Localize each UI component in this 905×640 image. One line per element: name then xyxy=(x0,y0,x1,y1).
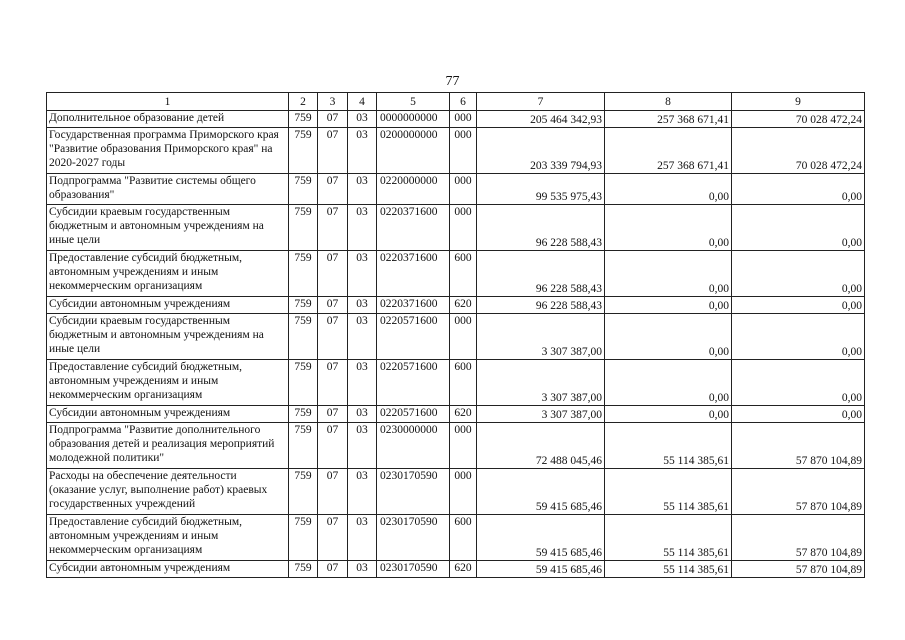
section-code: 07 xyxy=(318,423,348,469)
amount-column-7: 59 415 685,46 xyxy=(477,561,605,578)
row-name: Субсидии краевым государственным бюджетным и автономным учреждениям на иные цели xyxy=(47,314,289,360)
amount-column-7: 3 307 387,00 xyxy=(477,314,605,360)
section-code: 07 xyxy=(318,111,348,128)
subsection-code: 03 xyxy=(348,515,377,561)
target-article-code: 0220371600 xyxy=(377,297,450,314)
section-code: 07 xyxy=(318,406,348,423)
amount-column-8: 55 114 385,61 xyxy=(605,561,732,578)
target-article-code: 0220571600 xyxy=(377,360,450,406)
row-name: Субсидии краевым государственным бюджетным и автономным учреждениям на иные цели xyxy=(47,205,289,251)
target-article-code: 0220371600 xyxy=(377,251,450,297)
subsection-code: 03 xyxy=(348,406,377,423)
table-row xyxy=(47,423,865,469)
ministry-code: 759 xyxy=(289,297,318,314)
amount-column-7: 99 535 975,43 xyxy=(477,174,605,205)
table-row xyxy=(47,360,865,406)
section-code: 07 xyxy=(318,314,348,360)
table-row xyxy=(47,111,865,128)
section-code: 07 xyxy=(318,251,348,297)
subsection-code: 03 xyxy=(348,251,377,297)
table-row xyxy=(47,469,865,515)
section-code: 07 xyxy=(318,469,348,515)
target-article-code: 0220000000 xyxy=(377,174,450,205)
table-row xyxy=(47,515,865,561)
ministry-code: 759 xyxy=(289,174,318,205)
expense-type-code: 620 xyxy=(450,297,477,314)
amount-column-7: 96 228 588,43 xyxy=(477,297,605,314)
expense-type-code: 600 xyxy=(450,515,477,561)
amount-column-7: 3 307 387,00 xyxy=(477,406,605,423)
target-article-code: 0220571600 xyxy=(377,406,450,423)
ministry-code: 759 xyxy=(289,406,318,423)
amount-column-7: 59 415 685,46 xyxy=(477,469,605,515)
column-header: 5 xyxy=(377,93,450,111)
subsection-code: 03 xyxy=(348,561,377,578)
table-row xyxy=(47,406,865,423)
amount-column-8: 0,00 xyxy=(605,174,732,205)
target-article-code: 0200000000 xyxy=(377,128,450,174)
column-header: 3 xyxy=(318,93,348,111)
amount-column-7: 3 307 387,00 xyxy=(477,360,605,406)
target-article-code: 0230170590 xyxy=(377,561,450,578)
expense-type-code: 000 xyxy=(450,174,477,205)
table-row xyxy=(47,297,865,314)
subsection-code: 03 xyxy=(348,360,377,406)
target-article-code: 0220571600 xyxy=(377,314,450,360)
amount-column-7: 205 464 342,93 xyxy=(477,111,605,128)
amount-column-8: 0,00 xyxy=(605,406,732,423)
row-name: Подпрограмма "Развитие системы общего образования" xyxy=(47,174,289,205)
amount-column-9: 0,00 xyxy=(732,314,865,360)
section-code: 07 xyxy=(318,360,348,406)
amount-column-9: 70 028 472,24 xyxy=(732,111,865,128)
table-row xyxy=(47,561,865,578)
subsection-code: 03 xyxy=(348,174,377,205)
target-article-code: 0230000000 xyxy=(377,423,450,469)
section-code: 07 xyxy=(318,128,348,174)
subsection-code: 03 xyxy=(348,205,377,251)
amount-column-8: 55 114 385,61 xyxy=(605,515,732,561)
section-code: 07 xyxy=(318,174,348,205)
amount-column-9: 0,00 xyxy=(732,297,865,314)
expense-type-code: 620 xyxy=(450,561,477,578)
expense-type-code: 000 xyxy=(450,128,477,174)
amount-column-8: 55 114 385,61 xyxy=(605,469,732,515)
amount-column-9: 0,00 xyxy=(732,406,865,423)
amount-column-7: 96 228 588,43 xyxy=(477,205,605,251)
target-article-code: 0230170590 xyxy=(377,469,450,515)
row-name: Субсидии автономным учреждениям xyxy=(47,561,289,578)
row-name: Предоставление субсидий бюджетным, автономным учреждениям и иным некоммерческим организациям xyxy=(47,360,289,406)
subsection-code: 03 xyxy=(348,297,377,314)
expense-type-code: 620 xyxy=(450,406,477,423)
ministry-code: 759 xyxy=(289,251,318,297)
ministry-code: 759 xyxy=(289,515,318,561)
expense-type-code: 000 xyxy=(450,314,477,360)
table-row xyxy=(47,128,865,174)
ministry-code: 759 xyxy=(289,314,318,360)
amount-column-9: 57 870 104,89 xyxy=(732,423,865,469)
amount-column-9: 0,00 xyxy=(732,174,865,205)
amount-column-8: 0,00 xyxy=(605,251,732,297)
amount-column-7: 203 339 794,93 xyxy=(477,128,605,174)
amount-column-9: 57 870 104,89 xyxy=(732,561,865,578)
amount-column-9: 57 870 104,89 xyxy=(732,515,865,561)
row-name: Субсидии автономным учреждениям xyxy=(47,297,289,314)
amount-column-9: 0,00 xyxy=(732,205,865,251)
amount-column-9: 57 870 104,89 xyxy=(732,469,865,515)
target-article-code: 0230170590 xyxy=(377,515,450,561)
ministry-code: 759 xyxy=(289,205,318,251)
column-header: 7 xyxy=(477,93,605,111)
section-code: 07 xyxy=(318,515,348,561)
ministry-code: 759 xyxy=(289,360,318,406)
expense-type-code: 000 xyxy=(450,423,477,469)
ministry-code: 759 xyxy=(289,561,318,578)
amount-column-8: 0,00 xyxy=(605,297,732,314)
budget-table xyxy=(46,92,865,578)
amount-column-8: 55 114 385,61 xyxy=(605,423,732,469)
amount-column-9: 70 028 472,24 xyxy=(732,128,865,174)
expense-type-code: 000 xyxy=(450,111,477,128)
table-row xyxy=(47,174,865,205)
section-code: 07 xyxy=(318,297,348,314)
section-code: 07 xyxy=(318,205,348,251)
column-header: 4 xyxy=(348,93,377,111)
expense-type-code: 000 xyxy=(450,469,477,515)
amount-column-8: 257 368 671,41 xyxy=(605,128,732,174)
amount-column-8: 0,00 xyxy=(605,205,732,251)
amount-column-7: 72 488 045,46 xyxy=(477,423,605,469)
ministry-code: 759 xyxy=(289,469,318,515)
amount-column-7: 59 415 685,46 xyxy=(477,515,605,561)
table-header-row xyxy=(47,93,865,111)
column-header: 6 xyxy=(450,93,477,111)
row-name: Государственная программа Приморского края "Развитие образования Приморского края" на 2020-2027 годы xyxy=(47,128,289,174)
column-header: 8 xyxy=(605,93,732,111)
row-name: Дополнительное образование детей xyxy=(47,111,289,128)
column-header: 2 xyxy=(289,93,318,111)
subsection-code: 03 xyxy=(348,423,377,469)
ministry-code: 759 xyxy=(289,128,318,174)
expense-type-code: 000 xyxy=(450,205,477,251)
expense-type-code: 600 xyxy=(450,251,477,297)
row-name: Расходы на обеспечение деятельности (оказание услуг, выполнение работ) краевых государственных учреждений xyxy=(47,469,289,515)
row-name: Субсидии автономным учреждениям xyxy=(47,406,289,423)
column-header: 1 xyxy=(47,93,289,111)
subsection-code: 03 xyxy=(348,469,377,515)
table-row xyxy=(47,251,865,297)
amount-column-8: 0,00 xyxy=(605,314,732,360)
amount-column-7: 96 228 588,43 xyxy=(477,251,605,297)
section-code: 07 xyxy=(318,561,348,578)
row-name: Предоставление субсидий бюджетным, автономным учреждениям и иным некоммерческим организациям xyxy=(47,251,289,297)
amount-column-9: 0,00 xyxy=(732,251,865,297)
table-row xyxy=(47,314,865,360)
page-number: 77 xyxy=(445,74,460,89)
subsection-code: 03 xyxy=(348,128,377,174)
subsection-code: 03 xyxy=(348,111,377,128)
ministry-code: 759 xyxy=(289,423,318,469)
target-article-code: 0220371600 xyxy=(377,205,450,251)
column-header: 9 xyxy=(732,93,865,111)
row-name: Предоставление субсидий бюджетным, автономным учреждениям и иным некоммерческим организациям xyxy=(47,515,289,561)
target-article-code: 0000000000 xyxy=(377,111,450,128)
amount-column-8: 257 368 671,41 xyxy=(605,111,732,128)
table-row xyxy=(47,205,865,251)
subsection-code: 03 xyxy=(348,314,377,360)
row-name: Подпрограмма "Развитие дополнительного образования детей и реализация мероприятий молодежной политики" xyxy=(47,423,289,469)
ministry-code: 759 xyxy=(289,111,318,128)
amount-column-8: 0,00 xyxy=(605,360,732,406)
expense-type-code: 600 xyxy=(450,360,477,406)
amount-column-9: 0,00 xyxy=(732,360,865,406)
